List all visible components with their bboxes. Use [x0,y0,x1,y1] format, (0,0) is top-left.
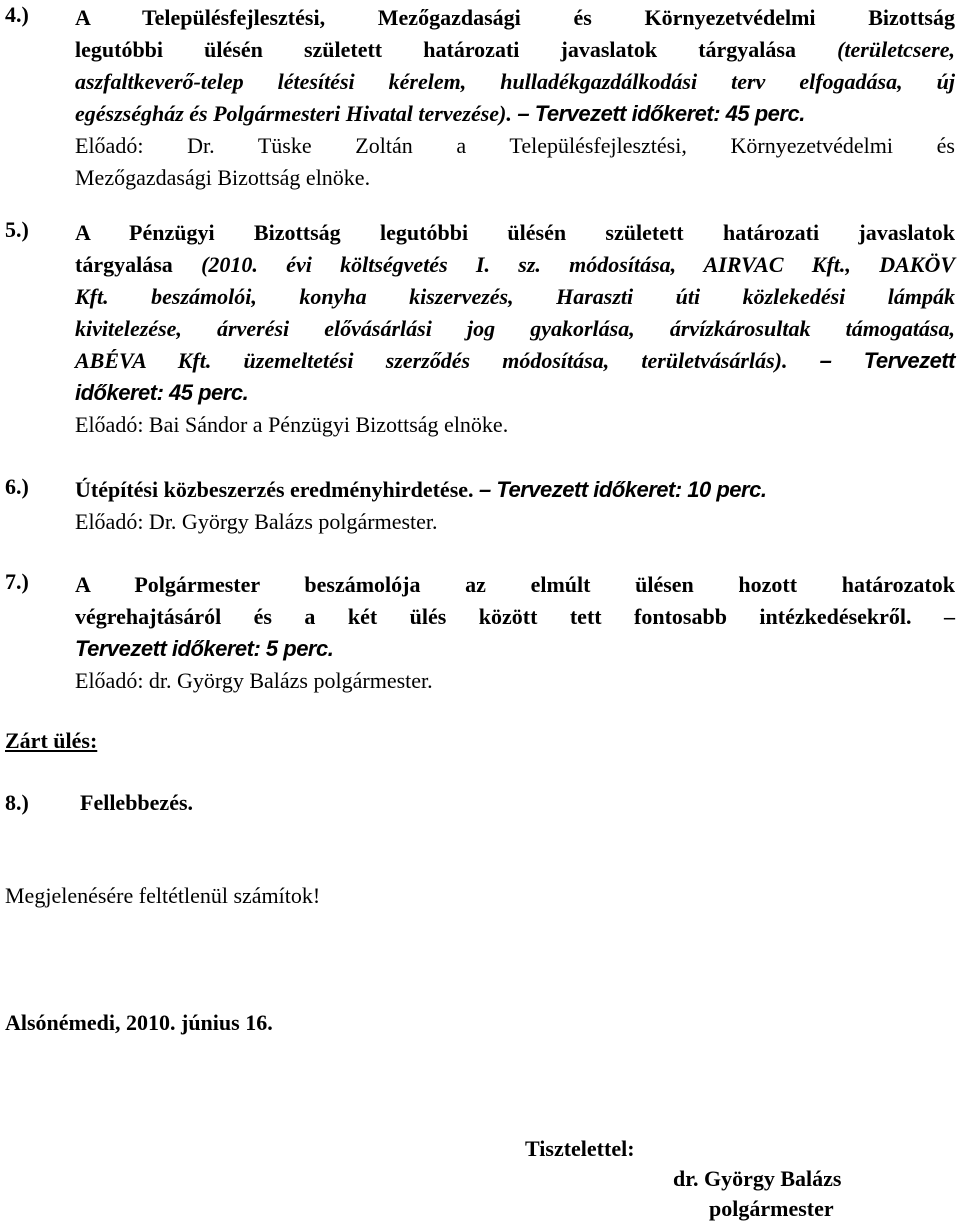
item-text [75,2,955,194]
item-line [75,34,955,66]
item-line [75,313,955,345]
presenter-line: Előadó: Bai Sándor a Pénzügyi Bizottság elnöke. [75,412,509,437]
item-number: 6.) [5,474,29,499]
item-line [75,2,955,34]
greeting: Tisztelettel: [525,1136,635,1161]
item-text [75,474,895,538]
item-line-text: A Pénzügyi Bizottság legutóbbi ülésén született határozati javaslatok [75,220,955,245]
planned-time: – Tervezett időkeret: 10 perc. [479,477,767,502]
planned-time: – Tervezett [819,348,955,373]
item-line [75,249,955,281]
item-line-text: (2010. évi költségvetés I. sz. módosítása, AIRVAC Kft., DAKÖV [201,252,956,277]
attendance-request: Megjelenésére feltétlenül számítok! [5,883,321,908]
signatory-name: dr. György Balázs [673,1166,842,1191]
item-number: 7.) [5,569,29,594]
presenter-line: Előadó: Dr. György Balázs polgármester. [75,509,438,534]
planned-time: Tervezett időkeret: 5 perc. [75,636,334,661]
place-and-date: Alsónémedi, 2010. június 16. [5,1010,273,1035]
item-line-text: ABÉVA Kft. üzemeltetési szerződés módosítása, területvásárlás). [75,348,820,373]
presenter-line: Előadó: Dr. Tüske Zoltán a Településfejlesztési, Környezetvédelmi és [75,133,955,158]
item-line-text: aszfaltkeverő-telep létesítési kérelem, hulladékgazdálkodási terv elfogadása, új [75,69,955,94]
item-line-text: egészségház és Polgármesteri Hivatal tervezése). [75,101,518,126]
item-text [75,569,955,697]
presenter-line: Előadó: dr. György Balázs polgármester. [75,668,433,693]
item-line-text: A Polgármester beszámolója az elmúlt ülésen hozott határozatok [75,572,955,597]
item-text: Fellebbezés. [80,790,194,815]
presenter-line: Mezőgazdasági Bizottság elnöke. [75,165,371,190]
signatory-title: polgármester [709,1196,834,1221]
item-line [75,98,955,130]
item-line [75,66,955,98]
item-line [75,377,955,409]
item-line-text: Útépítési közbeszerzés eredményhirdetése. [75,477,480,502]
closed-session-heading: Zárt ülés: [5,728,98,753]
item-line-text: tárgyalása [75,252,202,277]
planned-time: időkeret: 45 perc. [75,380,249,405]
item-number: 4.) [5,2,29,27]
item-line [75,474,895,506]
item-line [75,217,955,249]
item-line [75,281,955,313]
item-line-text: legutóbbi ülésén született határozati javaslatok tárgyalása [75,37,838,62]
item-line [75,345,955,377]
item-text [75,217,955,441]
item-line-text: Kft. beszámolói, konyha kiszervezés, Haraszti úti közlekedési lámpák [75,284,955,309]
item-line [75,569,955,601]
item-line [75,601,955,633]
item-line-text: végrehajtásáról és a két ülés között tett fontosabb intézkedésekről. – [75,604,955,629]
item-line-text: (területcsere, [837,37,955,62]
item-line-text: A Településfejlesztési, Mezőgazdasági és Környezetvédelmi Bizottság [75,5,955,30]
planned-time: – Tervezett időkeret: 45 perc. [517,101,805,126]
item-line [75,633,955,665]
item-number: 5.) [5,217,29,242]
item-number: 8.) [5,790,29,815]
item-line-text: kivitelezése, árverési elővásárlási jog gyakorlása, árvízkárosultak támogatása, [75,316,955,341]
